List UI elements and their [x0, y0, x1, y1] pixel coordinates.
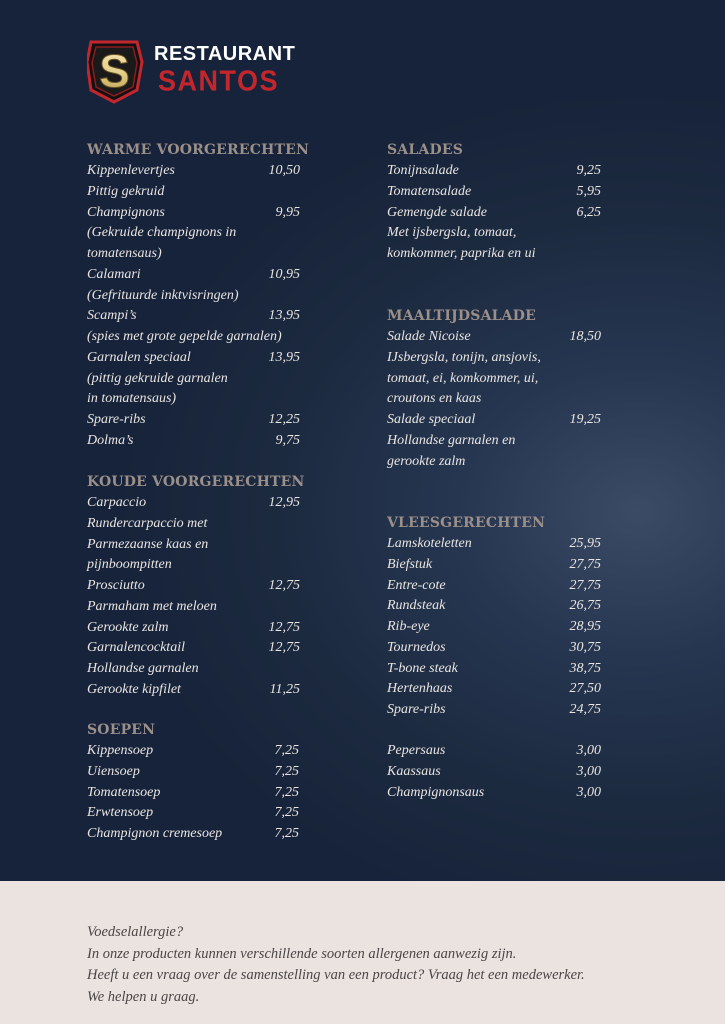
menu-item-name: Champignons	[87, 204, 165, 220]
menu-item-name: Entre-cote	[387, 577, 446, 593]
menu-item-name: Parmaham met meloen	[87, 598, 217, 614]
menu-item-name: pijnboompitten	[87, 557, 172, 573]
menu-item-name: komkommer, paprika en ui	[387, 246, 536, 261]
menu-item-price: 3,00	[576, 784, 601, 800]
menu-item-price: 12,75	[268, 640, 300, 656]
menu-item-name: Salade speciaal	[387, 412, 476, 427]
menu-item-price: 12,25	[268, 412, 300, 427]
menu-item-name: Carpaccio	[87, 495, 147, 510]
menu-item-name: Rundercarpaccio met	[87, 515, 208, 531]
menu-item-name: (spies met grote gepelde garnalen)	[87, 329, 282, 344]
menu-item-name: (Gefrituurde inktvisringen)	[87, 287, 239, 303]
menu-item-price: 38,75	[569, 660, 601, 676]
menu-item-name: Hollandse garnalen en	[387, 432, 516, 448]
allergy-footer	[0, 881, 725, 1024]
menu-item-name: Kaassaus	[387, 763, 441, 779]
menu-item-name: Spare-ribs	[387, 702, 446, 717]
menu-item-name: Salade Nicoise	[387, 329, 471, 344]
menu-item-price: 30,75	[569, 639, 601, 655]
menu-item-price: 19,25	[569, 412, 601, 427]
menu-item-name: Kippensoep	[87, 743, 154, 758]
menu-item-name: croutons en kaas	[387, 391, 482, 407]
section-title-koude: KOUDE VOORGERECHTEN	[87, 474, 305, 490]
allergy-notice-line: Heeft u een vraag over de samenstelling van een product? Vraag het een medewerker.	[87, 967, 585, 983]
logo-brand-name: SANTOS	[158, 65, 280, 97]
menu-item-name: Met ijsbergsla, tomaat,	[387, 225, 517, 241]
menu-item-price: 3,00	[576, 743, 601, 758]
menu-item-price: 12,95	[268, 495, 300, 510]
menu-item-name: Dolma’s	[87, 432, 134, 448]
svg-text:S: S	[99, 45, 130, 97]
menu-item-name: Lamskoteletten	[387, 536, 472, 551]
menu-item-price: 7,25	[274, 763, 299, 779]
allergy-notice-line: In onze producten kunnen verschillende soorten allergenen aanwezig zijn.	[87, 945, 517, 962]
menu-item-name: Champignon cremesoep	[87, 826, 223, 841]
menu-item-price: 12,75	[268, 578, 300, 593]
menu-item-name: Tournedos	[387, 639, 446, 655]
menu-item-name: Scampi’s	[87, 308, 137, 324]
menu-item-price: 27,75	[569, 556, 601, 572]
menu-item-name: Tomatensalade	[387, 183, 472, 199]
menu-item-name: Champignonsaus	[387, 784, 485, 800]
menu-item-price: 18,50	[569, 329, 601, 344]
menu-item-name: Uiensoep	[87, 763, 140, 779]
menu-item-name: in tomatensaus)	[87, 391, 177, 407]
menu-item-price: 26,75	[569, 598, 601, 614]
menu-item-name: IJsbergsla, tonijn, ansjovis,	[387, 349, 541, 365]
menu-item-name: Biefstuk	[387, 556, 433, 572]
menu-item-name: Hertenhaas	[387, 681, 453, 697]
menu-item-price: 10,95	[268, 266, 300, 282]
menu-item-price: 6,25	[576, 204, 601, 220]
menu-item-price: 7,25	[274, 743, 299, 758]
menu-item-name: Hollandse garnalen	[87, 661, 199, 676]
menu-item-name: Gerookte kipfilet	[87, 681, 181, 697]
menu-item-name: Garnalen speciaal	[87, 349, 191, 365]
menu-item-price: 28,95	[569, 619, 601, 634]
menu-item-price: 12,75	[268, 619, 300, 635]
menu-item-price: 9,95	[275, 204, 300, 220]
section-title-soepen: SOEPEN	[87, 722, 156, 738]
menu-item-price: 7,25	[274, 784, 299, 800]
menu-item-price: 25,95	[569, 536, 601, 551]
allergy-notice-line: Voedselallergie?	[87, 924, 184, 940]
menu-item-name: tomaat, ei, komkommer, ui,	[387, 370, 539, 386]
menu-item-name: Tonijnsalade	[387, 163, 459, 178]
menu-item-name: Pepersaus	[387, 743, 446, 758]
menu-item-price: 11,25	[269, 681, 300, 697]
menu-item-price: 13,95	[268, 349, 300, 365]
menu-item-price: 13,95	[268, 308, 300, 324]
menu-item-name: Erwtensoep	[87, 805, 154, 821]
menu-item-name: Spare-ribs	[87, 412, 146, 427]
section-title-maaltijd: MAALTIJDSALADE	[387, 308, 536, 324]
menu-item-price: 7,25	[274, 826, 299, 841]
menu-item-name: Rib-eye	[387, 619, 430, 634]
menu-item-name: (Gekruide champignons in	[87, 225, 237, 241]
menu-item-price: 27,50	[569, 681, 601, 697]
menu-item-name: Gerookte zalm	[87, 619, 169, 635]
menu-item-price: 10,50	[268, 163, 300, 178]
section-title-warme: WARME VOORGERECHTEN	[87, 142, 309, 158]
menu-item-name: Garnalencocktail	[87, 640, 185, 656]
menu-item-name: (pittig gekruide garnalen	[87, 370, 228, 386]
menu-item-name: Tomatensoep	[87, 784, 161, 800]
menu-item-price: 3,00	[576, 763, 601, 779]
menu-item-name: Gemengde salade	[387, 204, 487, 220]
menu-item-name: Parmezaanse kaas en	[87, 536, 209, 552]
menu-item-price: 9,25	[576, 163, 601, 178]
menu-item-name: tomatensaus)	[87, 246, 162, 261]
menu-item-name: Kippenlevertjes	[87, 163, 175, 178]
menu-item-price: 5,95	[576, 183, 601, 199]
menu-item-name: Calamari	[87, 266, 141, 282]
menu-item-name: T-bone steak	[387, 660, 458, 676]
menu-item-name: Pittig gekruid	[87, 183, 165, 199]
menu-item-name: gerookte zalm	[387, 453, 466, 469]
allergy-notice-line: We helpen u graag.	[87, 988, 200, 1005]
menu-item-price: 24,75	[569, 702, 601, 717]
section-title-vlees: VLEESGERECHTEN	[387, 515, 546, 531]
menu-item-name: Rundsteak	[387, 598, 446, 614]
logo-restaurant-label: RESTAURANT	[154, 43, 296, 65]
menu-item-name: Prosciutto	[87, 578, 145, 593]
menu-item-price: 7,25	[274, 805, 299, 821]
section-title-salades: SALADES	[387, 142, 464, 158]
menu-item-price: 27,75	[569, 577, 601, 593]
menu-item-price: 9,75	[275, 432, 300, 448]
